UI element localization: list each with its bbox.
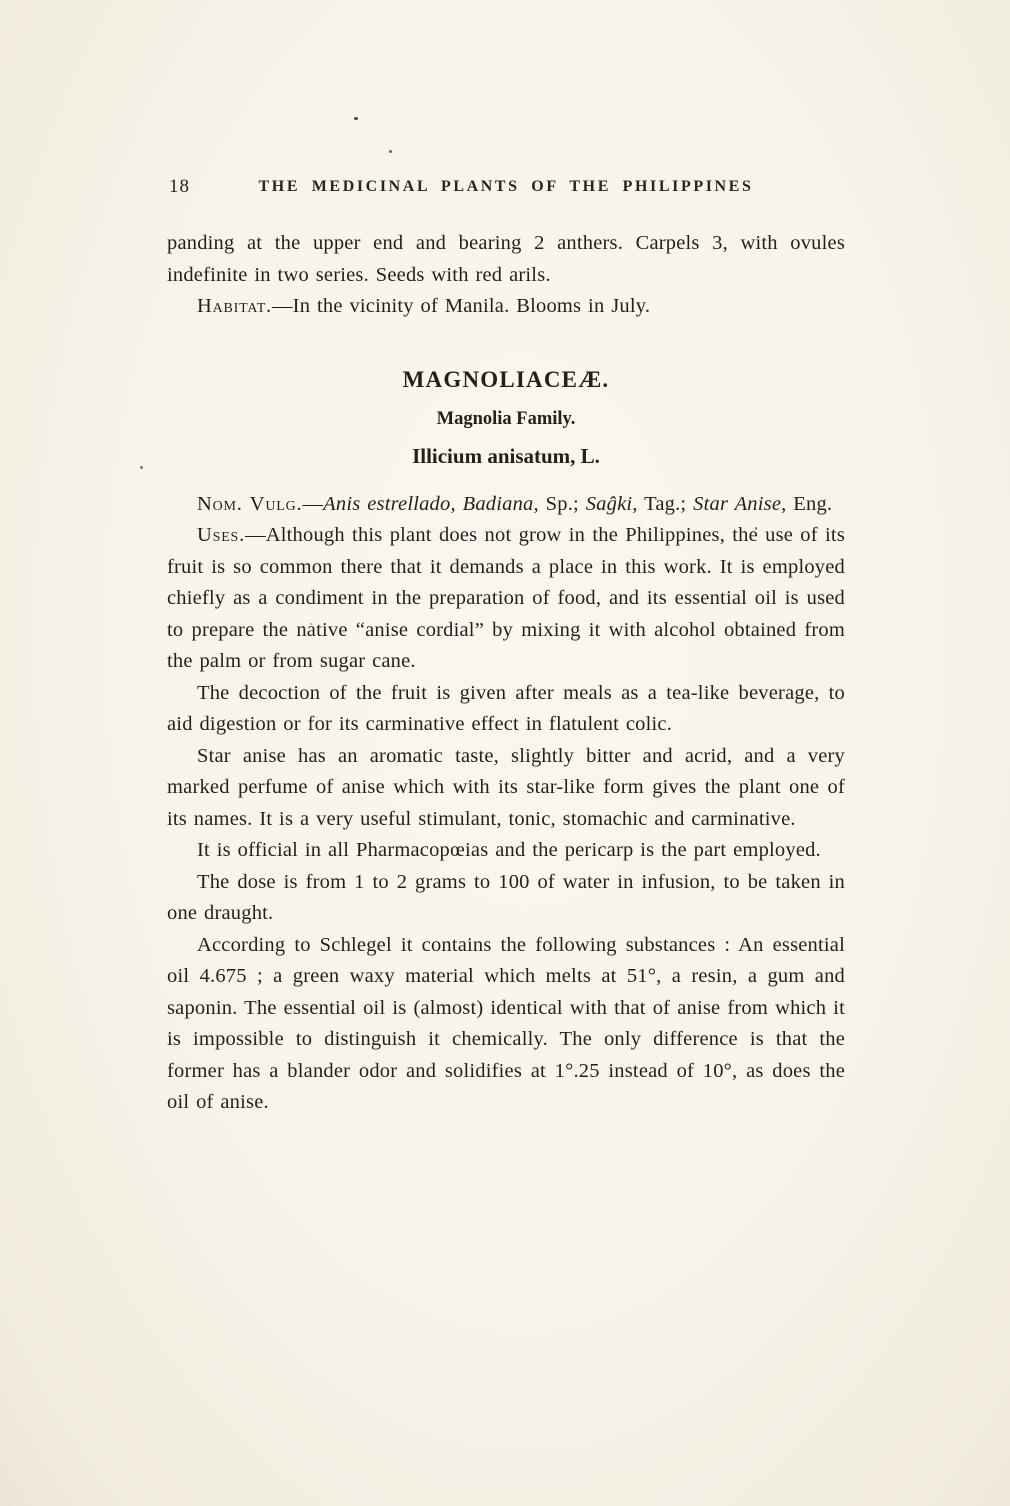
paragraph xyxy=(167,835,845,867)
text-column xyxy=(167,176,845,1119)
text-segment: The dose is from 1 to 2 grams to 100 of water in infusion, to be taken in one draught. xyxy=(167,870,845,924)
text-segment: It is official in all Pharmacopœias and the pericarp is the part employed. xyxy=(197,839,821,861)
body-paragraphs-main xyxy=(167,489,845,1119)
paragraph xyxy=(167,867,845,930)
page-number: 18 xyxy=(169,176,190,197)
text-segment: —In the vicinity of Manila. Blooms in July. xyxy=(271,295,651,317)
text-segment: Nom. Vulg. xyxy=(197,492,303,515)
text-segment: panding at the upper end and bearing 2 anthers. Carpels 3, with ovules indefinite in two series. Seeds with red arils. xyxy=(167,232,845,286)
paragraph xyxy=(167,930,845,1119)
paragraph xyxy=(167,741,845,836)
heading-species: Illicium anisatum, L. xyxy=(412,443,600,468)
text-segment: Sp.; xyxy=(538,492,586,515)
paragraph xyxy=(167,228,845,291)
body-paragraphs-top xyxy=(167,228,845,323)
text-segment: Anis estrellado, Badiana, xyxy=(323,492,539,515)
page-header xyxy=(167,176,845,202)
text-segment: Eng. xyxy=(786,492,833,515)
text-segment: Uses. xyxy=(197,524,246,546)
text-segment: The decoction of the fruit is given after meals as a tea-like beverage, to aid digestion or for its carminative effect in flatulent colic. xyxy=(167,681,845,735)
text-segment: — xyxy=(302,492,324,515)
paragraph xyxy=(167,678,845,741)
heading-family-common: Magnolia Family. xyxy=(436,408,576,429)
text-segment: According to Schlegel it contains the following substances : An essential oil 4.675 ; a green waxy material which melts at 51°, a resin, a gum and saponin. The essential oil is (almost) identical with that of anise from which it is impossible to distinguish it chemically. The only difference is that the former has a blander odor and solidifies at 1°.25 instead of 10°, as does the oil of anise. xyxy=(167,933,845,1113)
scan-speck xyxy=(140,466,143,469)
text-segment: Tag.; xyxy=(637,492,694,515)
paragraph xyxy=(167,291,845,323)
running-title: THE MEDICINAL PLANTS OF THE PHILIPPINES xyxy=(258,178,754,195)
text-segment: Habitat. xyxy=(197,295,272,317)
text-segment: —Although this plant does not grow in the Philippines, the use of its fruit is so common there that it demands a place in this work. It is employed chiefly as a condiment in the preparation of food, and its essential oil is used to prepare the native “anise cordial” by mixing it with alcohol obtained from the palm or from sugar cane. xyxy=(167,524,845,672)
heading-family-latin: MAGNOLIACEÆ. xyxy=(402,366,610,392)
text-segment: Star anise has an aromatic taste, slightly bitter and acrid, and a very marked perfume of anise which with its star-like form gives the plant one of its names. It is a very useful stimulant, tonic, stomachic and carminative. xyxy=(167,744,845,830)
scan-speck xyxy=(354,117,358,120)
paragraph xyxy=(167,520,845,678)
paragraph xyxy=(167,489,845,521)
text-segment: Saĝki, xyxy=(585,492,638,515)
text-segment: Star Anise, xyxy=(693,492,787,515)
scan-speck xyxy=(389,150,392,153)
